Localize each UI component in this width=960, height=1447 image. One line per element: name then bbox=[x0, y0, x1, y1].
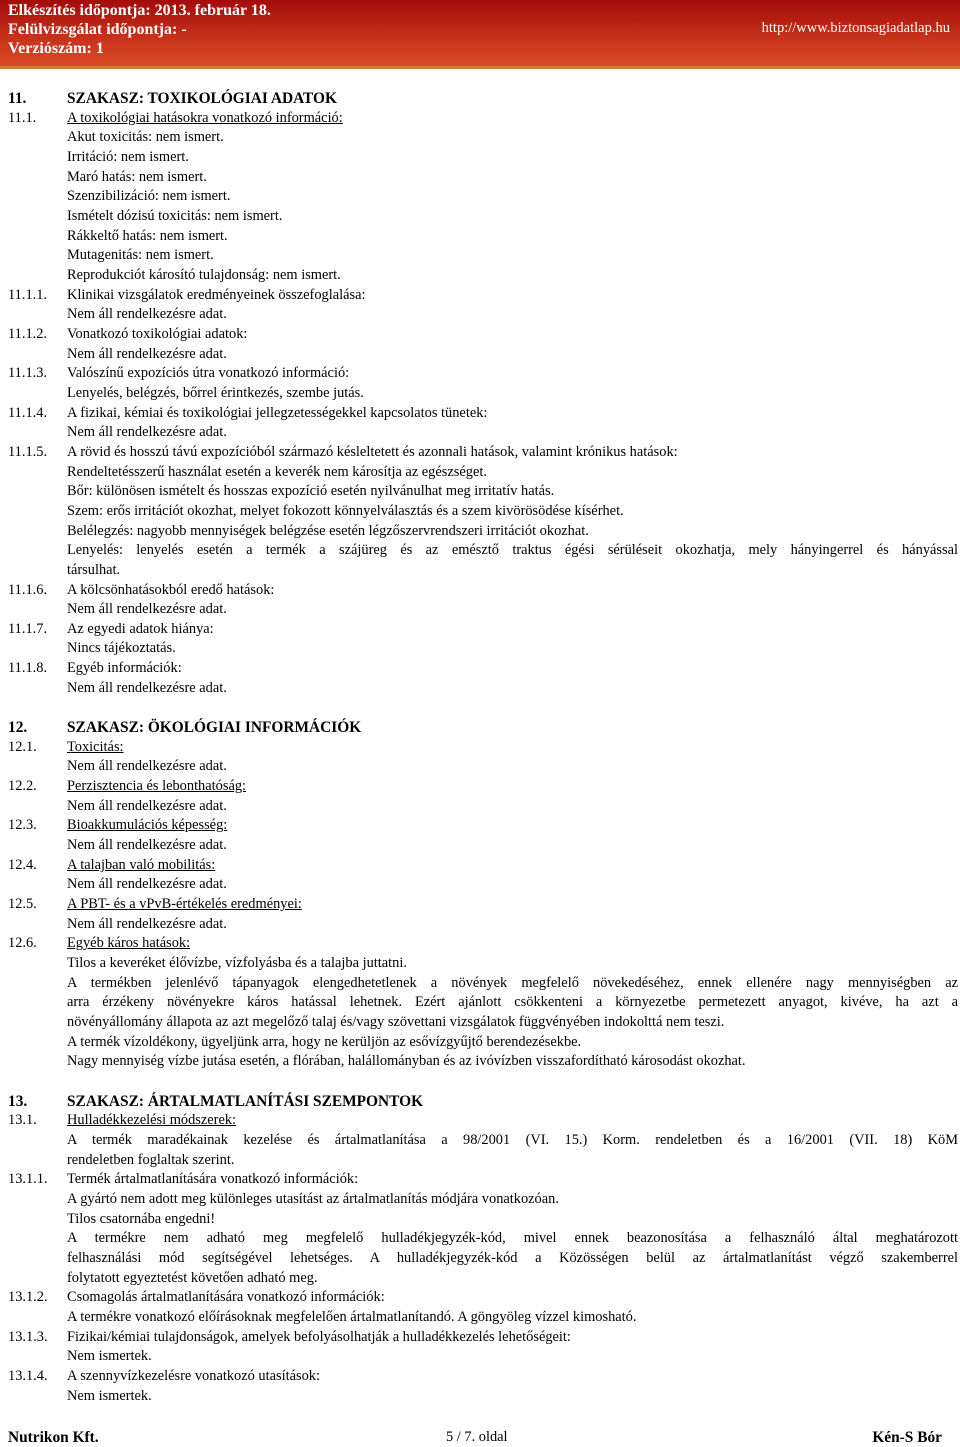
body-text-line: Az egyedi adatok hiánya: bbox=[67, 620, 214, 637]
body-text-line: folytatott egyeztetést követően adható meg. bbox=[67, 1269, 318, 1286]
section-number: 11.1.8. bbox=[8, 660, 48, 677]
section-number: 11.1. bbox=[8, 109, 37, 126]
body-text-line: Nincs tájékoztatás. bbox=[67, 640, 176, 657]
body-text-line: Maró hatás: nem ismert. bbox=[67, 168, 207, 185]
section-number: 11.1.2. bbox=[8, 325, 48, 342]
subsection-heading: Hulladékkezelési módszerek: bbox=[67, 1112, 237, 1129]
body-text-line: A fizikai, kémiai és toxikológiai jellegzetességekkel kapcsolatos tünetek: bbox=[67, 404, 488, 421]
body-text-line: Bőr: különösen ismételt és hosszas expozíció esetén nyilvánulhat meg irritatív hatás. bbox=[67, 483, 555, 500]
body-text-line: Nem ismertek. bbox=[67, 1387, 152, 1404]
section-number: 13.1.2. bbox=[8, 1289, 48, 1306]
body-text-line: Ismételt dózisú toxicitás: nem ismert. bbox=[67, 207, 283, 224]
section-number: 11.1.3. bbox=[8, 365, 48, 382]
section-number: 12.2. bbox=[8, 778, 37, 795]
footer-company: Nutrikon Kft. bbox=[8, 1429, 99, 1446]
section-number: 12.3. bbox=[8, 817, 37, 834]
section-heading: SZAKASZ: ÖKOLÓGIAI INFORMÁCIÓK bbox=[67, 719, 362, 737]
section-number: 11. bbox=[8, 90, 27, 107]
body-text-line: Termék ártalmatlanítására vonatkozó információk: bbox=[67, 1171, 359, 1188]
body-text-line: A termékben jelenlévő tápanyagok elengedhetetlenek a növények megfelelő növekedéséhez, ennek ellenére nagy mennyiségben az bbox=[67, 974, 958, 991]
subsection-heading: Bioakkumulációs képesség: bbox=[67, 817, 228, 834]
section-number: 12.6. bbox=[8, 935, 37, 952]
subsection-heading: A toxikológiai hatásokra vonatkozó információ: bbox=[67, 109, 343, 126]
section-number: 12.4. bbox=[8, 856, 37, 873]
body-text-line: Nem áll rendelkezésre adat. bbox=[67, 837, 227, 854]
body-text-line: Belélegzés: nagyobb mennyiségek belégzése esetén légzőszervrendszeri irritációt okozhat. bbox=[67, 522, 589, 539]
body-text-line: Nem áll rendelkezésre adat. bbox=[67, 876, 227, 893]
section-heading: SZAKASZ: TOXIKOLÓGIAI ADATOK bbox=[67, 90, 337, 107]
header-url-link[interactable]: http://www.biztonsagiadatlap.hu bbox=[761, 20, 950, 36]
body-text-line: Vonatkozó toxikológiai adatok: bbox=[67, 325, 248, 342]
section-number: 13. bbox=[8, 1092, 28, 1110]
body-text-line: Szem: erős irritációt okozhat, melyet fokozott könnyelválasztás és a szem kivörösödése kísérhet. bbox=[67, 502, 624, 519]
footer-page-number: 5 / 7. oldal bbox=[446, 1429, 508, 1445]
section-number: 11.1.7. bbox=[8, 620, 48, 637]
section-number: 13.1.1. bbox=[8, 1171, 48, 1188]
body-text-line: Rendeltetésszerű használat esetén a keverék nem károsítja az egészséget. bbox=[67, 463, 487, 480]
body-text-line: A termékre vonatkozó előírásoknak megfelelően ártalmatlanítandó. A göngyöleg vízzel kimosható. bbox=[67, 1308, 637, 1325]
body-text-line: Tilos a keveréket élővízbe, vízfolyásba és a talajba juttatni. bbox=[67, 955, 407, 972]
body-text-line: Nem áll rendelkezésre adat. bbox=[67, 915, 227, 932]
section-number: 13.1. bbox=[8, 1112, 37, 1129]
header-version: Verziószám: 1 bbox=[8, 40, 104, 57]
body-text-line: A szennyvízkezelésre vonatkozó utasítások: bbox=[67, 1367, 320, 1384]
body-text-line: Nem áll rendelkezésre adat. bbox=[67, 306, 227, 323]
subsection-heading: A PBT- és a vPvB-értékelés eredményei: bbox=[67, 896, 302, 913]
body-text-line: Nem áll rendelkezésre adat. bbox=[67, 601, 227, 618]
body-text-line: Mutagenitás: nem ismert. bbox=[67, 247, 214, 264]
body-text-line: társulhat. bbox=[67, 561, 121, 578]
body-text-line: Nem áll rendelkezésre adat. bbox=[67, 797, 227, 814]
subsection-heading: Toxicitás: bbox=[67, 738, 124, 755]
body-text-line: Reprodukciót károsító tulajdonság: nem ismert. bbox=[67, 266, 341, 283]
section-number: 11.1.1. bbox=[8, 286, 48, 303]
body-text-line: Tilos csatornába engedni! bbox=[67, 1210, 216, 1227]
body-text-line: Nagy mennyiség vízbe jutása esetén, a flórában, halállományban és az ivóvízben visszafordítható károsodást okozhat. bbox=[67, 1053, 746, 1070]
body-text-line: Rákkeltő hatás: nem ismert. bbox=[67, 227, 228, 244]
footer-product-name: Kén-S Bór bbox=[872, 1429, 942, 1446]
body-text-line: Valószínű expozíciós útra vonatkozó információ: bbox=[67, 365, 350, 382]
body-text-line: növényállomány állapota az azt megelőző talaj és/vagy szövettani vizsgálatok függvényében indokolttá nem teszi. bbox=[67, 1014, 725, 1031]
body-text-line: arra érzékeny növényekre káros hatással lehetnek. Ezért ajánlott csökkenteni a környezetbe permetezett anyagot, kivéve, ha azt a bbox=[67, 994, 958, 1011]
header-review-date: Felülvizsgálat időpontja: - bbox=[8, 21, 187, 38]
body-text-line: Egyéb információk: bbox=[67, 660, 182, 677]
section-number: 12.1. bbox=[8, 738, 37, 755]
section-number: 11.1.5. bbox=[8, 443, 48, 460]
body-text-line: Lenyelés, belégzés, bőrrel érintkezés, szembe jutás. bbox=[67, 384, 364, 401]
body-text-line: Nem áll rendelkezésre adat. bbox=[67, 758, 227, 775]
body-text-line: A termék maradékainak kezelése és ártalmatlanítása a 98/2001 (VI. 15.) Korm. rendeletben és a 16/2001 (VII. 18) KöM bbox=[67, 1131, 958, 1148]
section-number: 11.1.6. bbox=[8, 581, 48, 598]
section-heading: SZAKASZ: ÁRTALMATLANÍTÁSI SZEMPONTOK bbox=[67, 1092, 424, 1110]
body-text-line: Klinikai vizsgálatok eredményeinek összefoglalása: bbox=[67, 286, 366, 303]
body-text-line: Lenyelés: lenyelés esetén a termék a szájüreg és az emésztő traktus égési sérüléseit okozhatja, mely hányingerrel és hányással bbox=[67, 542, 958, 559]
body-text-line: Akut toxicitás: nem ismert. bbox=[67, 129, 224, 146]
body-text-line: Nem áll rendelkezésre adat. bbox=[67, 679, 227, 696]
body-text-line: Irritáció: nem ismert. bbox=[67, 148, 189, 165]
body-text-line: Nem ismertek. bbox=[67, 1348, 152, 1365]
section-number: 12. bbox=[8, 719, 28, 737]
body-text-line: Csomagolás ártalmatlanítására vonatkozó információk: bbox=[67, 1289, 385, 1306]
subsection-heading: Perzisztencia és lebonthatóság: bbox=[67, 778, 247, 795]
section-number: 12.5. bbox=[8, 896, 37, 913]
body-text-line: rendeletben foglaltak szerint. bbox=[67, 1151, 235, 1168]
body-text-line: felhasználási mód segítségével lehetséges. A hulladékjegyzék-kód a Közösségen belül az ártalmatlanítást végző szakemberrel bbox=[67, 1249, 958, 1266]
header-created-date: Elkészítés időpontja: 2013. február 18. bbox=[8, 2, 271, 19]
body-text-line: Szenzibilizáció: nem ismert. bbox=[67, 188, 231, 205]
body-text-line: Fizikai/kémiai tulajdonságok, amelyek befolyásolhatják a hulladékkezelés lehetőségeit: bbox=[67, 1328, 571, 1345]
body-text-line: A kölcsönhatásokból eredő hatások: bbox=[67, 581, 275, 598]
body-text-line: A gyártó nem adott meg különleges utasítást az ártalmatlanítás módjára vonatkozóan. bbox=[67, 1190, 559, 1207]
body-text-line: A termékre nem adható meg megfelelő hulladékjegyzék-kód, mivel ennek beazonosítása a felhasználó által meghatározott bbox=[67, 1230, 958, 1247]
page-footer bbox=[0, 1428, 960, 1447]
subsection-heading: Egyéb káros hatások: bbox=[67, 935, 191, 952]
section-number: 13.1.3. bbox=[8, 1328, 48, 1345]
section-number: 11.1.4. bbox=[8, 404, 48, 421]
body-text-line: A rövid és hosszú távú expozícióból származó késleltetett és azonnali hatások, valamint krónikus hatások: bbox=[67, 443, 678, 460]
body-text-line: Nem áll rendelkezésre adat. bbox=[67, 424, 227, 441]
section-number: 13.1.4. bbox=[8, 1367, 48, 1384]
subsection-heading: A talajban való mobilitás: bbox=[67, 856, 216, 873]
body-text-line: Nem áll rendelkezésre adat. bbox=[67, 345, 227, 362]
body-text-line: A termék vízoldékony, ügyeljünk arra, hogy ne kerüljön az esővízgyűjtő berendezésekbe. bbox=[67, 1033, 582, 1050]
